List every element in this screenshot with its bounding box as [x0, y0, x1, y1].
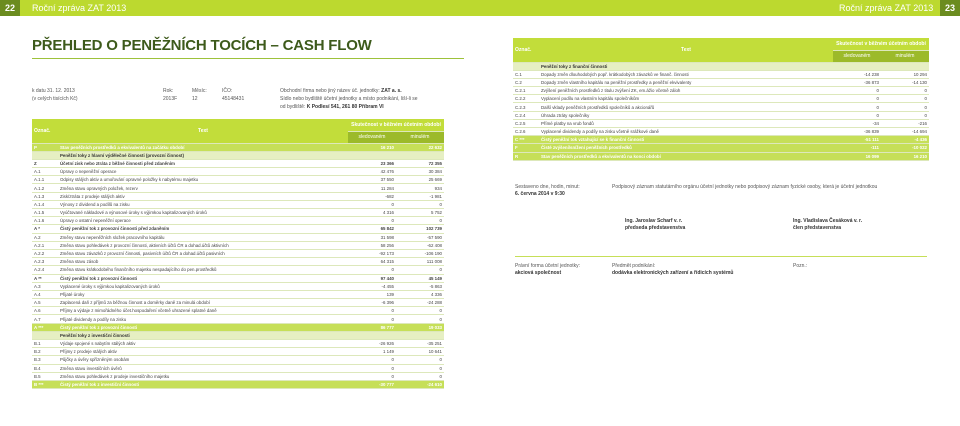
row-code: A.1.2: [32, 184, 58, 192]
row-value-current: 16 099: [833, 152, 881, 160]
row-code: A.1.6: [32, 217, 58, 225]
row-value-prev: 25 669: [396, 176, 444, 184]
row-value-prev: -35 251: [396, 340, 444, 348]
row-value-current: 0: [348, 200, 396, 208]
row-value-prev: 0: [881, 95, 929, 103]
row-value-current: 0: [348, 364, 396, 372]
table-row: [32, 225, 444, 233]
row-value-current: 0: [348, 266, 396, 274]
table-row: [32, 299, 444, 307]
row-value-prev: 102 739: [396, 225, 444, 233]
row-value-current: -92 173: [348, 249, 396, 257]
cashflow-table-left: [32, 119, 444, 389]
row-value-prev: -14 130: [881, 78, 929, 86]
legal-form-block: Právní forma účetní jednotky: akciová společnost: [515, 263, 581, 276]
table-row: [32, 290, 444, 298]
col-actual-header: Skutečnost v běžném účetním období: [833, 38, 929, 50]
row-code: C.2.3: [513, 103, 539, 111]
table-row: [32, 282, 444, 290]
row-code: [32, 331, 58, 339]
row-value-prev: 0: [396, 356, 444, 364]
row-code: A.5: [32, 299, 58, 307]
row-value-current: [833, 62, 881, 70]
row-code: R: [513, 152, 539, 160]
row-value-current: 16 210: [348, 143, 396, 151]
row-value-current: 0: [833, 111, 881, 119]
row-code: C.2.2: [513, 95, 539, 103]
row-code: A.1: [32, 168, 58, 176]
row-code: C.2.5: [513, 119, 539, 127]
table-row: [32, 241, 444, 249]
row-value-prev: 0: [396, 364, 444, 372]
row-text: Výdaje spojené s nabytím stálých aktiv: [58, 340, 348, 348]
row-text: Čistý peněžní tok z provozní činnosti před zdaněním: [58, 225, 348, 233]
period-block: k datu 31. 12. 2013 (v celých tisících Kč): [32, 88, 78, 102]
row-value-current: 11 284: [348, 184, 396, 192]
left-page-number: 22: [0, 0, 20, 16]
table-row: [32, 307, 444, 315]
row-text: Čisté zvýšení/snížení peněžních prostředků: [539, 144, 833, 152]
col-prev-header: minulém: [396, 131, 444, 143]
table-row: [32, 380, 444, 388]
row-value-prev: 0: [396, 307, 444, 315]
table-row: [513, 136, 929, 144]
row-value-current: [348, 331, 396, 339]
row-value-prev: 72 355: [396, 159, 444, 167]
row-text: Změna stavu pohledávek z prodeje investičního majetku: [58, 372, 348, 380]
row-text: Vyúčtované nákladové a výnosové úroky s výjimkou kapitalizovaných úroků: [58, 209, 348, 217]
row-text: Vyplacení podílu na vlastním kapitálu společníkům: [539, 95, 833, 103]
row-value-prev: 4 336: [396, 290, 444, 298]
col-prev-header: minulém: [881, 50, 929, 62]
row-text: Půjčky a úvěry spřízněným osobám: [58, 356, 348, 364]
table-row: [513, 62, 929, 70]
row-code: A.1.1: [32, 176, 58, 184]
row-value-prev: 0: [396, 266, 444, 274]
row-code: A.1.3: [32, 192, 58, 200]
row-value-prev: -24 610: [396, 380, 444, 388]
signature-1: Ing. Jaroslav Scharf v. r. předseda představenstva: [625, 218, 686, 231]
table-row: [32, 364, 444, 372]
row-text: Přímé platby na vrub fondů: [539, 119, 833, 127]
row-text: Změny stavu nepeněžních složek pracovního kapitálu: [58, 233, 348, 241]
row-code: A.3: [32, 282, 58, 290]
row-code: A.2: [32, 233, 58, 241]
row-value-current: -34: [833, 119, 881, 127]
row-code: C.2.6: [513, 128, 539, 136]
row-value-current: -682: [348, 192, 396, 200]
row-code: [513, 62, 539, 70]
row-code: A.2.3: [32, 258, 58, 266]
table-row: [513, 70, 929, 78]
row-value-prev: -24 288: [396, 299, 444, 307]
row-code: C.2: [513, 78, 539, 86]
row-code: C ***: [513, 136, 539, 144]
row-value-current: -14 238: [833, 70, 881, 78]
table-row: [32, 249, 444, 257]
row-text: Zisk/ztráta z prodeje stálých aktiv: [58, 192, 348, 200]
row-value-prev: -106 190: [396, 249, 444, 257]
note-label: Pozn.:: [793, 263, 808, 269]
row-code: A.2.1: [32, 241, 58, 249]
row-value-current: -26 926: [348, 340, 396, 348]
table-row: [32, 217, 444, 225]
table-row: [513, 78, 929, 86]
row-code: [32, 151, 58, 159]
row-value-prev: 0: [396, 315, 444, 323]
row-value-prev: 111 008: [396, 258, 444, 266]
row-text: Stav peněžních prostředků a ekvivalentů na konci období: [539, 152, 833, 160]
row-value-prev: -216: [881, 119, 929, 127]
table-row: [32, 209, 444, 217]
row-value-current: -36 839: [833, 128, 881, 136]
row-value-current: -36 873: [833, 78, 881, 86]
row-text: Příjmy a výdaje z mimořádného účet.hospodaření včetně uhrazené splatné daně: [58, 307, 348, 315]
row-value-current: 0: [348, 217, 396, 225]
row-code: B.3: [32, 356, 58, 364]
row-text: Stav peněžních prostředků a ekvivalentů na začátku období: [58, 143, 348, 151]
table-row: [32, 143, 444, 151]
row-code: A.6: [32, 307, 58, 315]
table-row: [32, 200, 444, 208]
col-text-header: Text: [539, 38, 833, 62]
row-value-prev: 0: [881, 111, 929, 119]
row-code: C.1: [513, 70, 539, 78]
row-value-current: -4 455: [348, 282, 396, 290]
row-code: A.1.4: [32, 200, 58, 208]
row-text: Úhrada ztráty společníky: [539, 111, 833, 119]
right-page-number: 23: [940, 0, 960, 16]
row-value-current: 64 315: [348, 258, 396, 266]
firm-block: Obchodní firma nebo jiný název úč. jednotky: ZAT a. s. Sídlo nebo bydliště účetní jednotky a místo podnikání, liší-li se od bydliště: K Podlesí 541, 261 80 Příbram VI: [280, 88, 418, 110]
row-text: Změna stavu zásob: [58, 258, 348, 266]
table-row: [32, 266, 444, 274]
row-code: A.1.5: [32, 209, 58, 217]
row-text: Odpisy stálých aktiv a umořování opravné položky k nabytému majetku: [58, 176, 348, 184]
row-text: Zaplacená daň z příjmů za běžnou činnost a doměrky daně za minulá období: [58, 299, 348, 307]
row-code: A ***: [32, 323, 58, 331]
table-row: [513, 87, 929, 95]
table-row: [32, 258, 444, 266]
table-row: [32, 323, 444, 331]
col-current-header: sledovaném: [348, 131, 396, 143]
row-code: C.2.1: [513, 87, 539, 95]
row-code: F: [513, 144, 539, 152]
row-text: Zvýšení peněžních prostředků z titulu zvýšení ZK, em.ážio včetně záloh: [539, 87, 833, 95]
row-value-prev: [881, 62, 929, 70]
row-value-current: 58 256: [348, 241, 396, 249]
row-text: Změna stavu opravných položek, rezerv: [58, 184, 348, 192]
row-text: Změna stavu pohledávek z provozní činnosti, aktivních účtů ČR a dohad.účtů aktivních: [58, 241, 348, 249]
row-value-prev: [396, 151, 444, 159]
row-code: B.4: [32, 364, 58, 372]
row-value-prev: 19 033: [396, 323, 444, 331]
row-text: Změna stavu krátkodobého finančního majetku nespadajícího do pen.prostředků: [58, 266, 348, 274]
table-row: [32, 274, 444, 282]
row-value-current: 0: [833, 95, 881, 103]
date-block: Sestaveno dne, hodin, minut: 6. června 2014 v 9:30: [515, 184, 580, 197]
row-value-prev: 0: [396, 372, 444, 380]
row-code: A.7: [32, 315, 58, 323]
signature-2: Ing. Vladislava Česáková v. r. člen představenstva: [793, 218, 863, 231]
row-value-current: 37 550: [348, 176, 396, 184]
row-text: Další vklady peněžních prostředků společníků a akcionářů: [539, 103, 833, 111]
row-value-prev: 0: [396, 217, 444, 225]
row-value-prev: 5 752: [396, 209, 444, 217]
row-value-current: 65 842: [348, 225, 396, 233]
row-value-prev: 22 632: [396, 143, 444, 151]
table-row: [513, 103, 929, 111]
row-value-prev: 10 641: [396, 348, 444, 356]
row-value-current: 31 598: [348, 233, 396, 241]
row-text: Změna stavu investičních úvěrů: [58, 364, 348, 372]
row-value-prev: [396, 331, 444, 339]
col-current-header: sledovaném: [833, 50, 881, 62]
row-value-prev: 934: [396, 184, 444, 192]
row-value-current: 86 777: [348, 323, 396, 331]
row-value-prev: 0: [881, 87, 929, 95]
table-row: [513, 144, 929, 152]
row-value-current: 0: [348, 356, 396, 364]
row-value-prev: 30 384: [396, 168, 444, 176]
row-value-current: 4 316: [348, 209, 396, 217]
table-row: [32, 159, 444, 167]
row-value-current: -51 111: [833, 136, 881, 144]
table-row: [513, 128, 929, 136]
row-code: P: [32, 143, 58, 151]
row-value-prev: 10 294: [881, 70, 929, 78]
row-value-current: 42 476: [348, 168, 396, 176]
table-row: [32, 192, 444, 200]
row-text: Peněžní toky z investiční činnosti: [58, 331, 348, 339]
table-row: [32, 168, 444, 176]
table-row: [513, 119, 929, 127]
table-row: [32, 331, 444, 339]
row-value-current: -30 777: [348, 380, 396, 388]
row-text: Účetní zisk nebo ztráta z běžné činnosti před zdaněním: [58, 159, 348, 167]
sign-label: Podpisový záznam statutárního orgánu účetní jednotky nebo podpisový záznam fyzické osoby, která je účetní jednotkou: [612, 184, 878, 190]
table-row: [32, 356, 444, 364]
row-value-prev: -62 408: [396, 241, 444, 249]
row-value-prev: -10 022: [881, 144, 929, 152]
row-code: A *: [32, 225, 58, 233]
cashflow-table-right: [513, 38, 929, 161]
row-value-prev: -14 694: [881, 128, 929, 136]
row-value-current: 139: [348, 290, 396, 298]
table-row: [32, 372, 444, 380]
row-value-current: -6 396: [348, 299, 396, 307]
row-value-prev: -1 981: [396, 192, 444, 200]
table-row: [32, 176, 444, 184]
left-header-title: Roční zpráva ZAT 2013: [32, 3, 127, 13]
row-text: Čistý peněžní tok vztahující se k finanční činnosti: [539, 136, 833, 144]
ico-block: IČO: 45148431: [222, 88, 245, 102]
row-value-current: 0: [833, 87, 881, 95]
row-code: B.2: [32, 348, 58, 356]
row-value-prev: 0: [396, 200, 444, 208]
table-row: [32, 315, 444, 323]
row-code: B.1: [32, 340, 58, 348]
table-row: [513, 152, 929, 160]
row-text: Peněžní toky z hlavní výdělečné činnosti (provozní činnost): [58, 151, 348, 159]
row-text: Vyplacené dividendy a podíly na zisku včetně srážkové daně: [539, 128, 833, 136]
row-value-current: -111: [833, 144, 881, 152]
table-row: [32, 184, 444, 192]
row-text: Dopady změn dlouhodobých popř. krátkodobých závazků ve finanč. činnosti: [539, 70, 833, 78]
row-value-current: 0: [348, 372, 396, 380]
row-code: B ***: [32, 380, 58, 388]
row-text: Vyplacené úroky s výjimkou kapitalizovaných úroků: [58, 282, 348, 290]
row-value-prev: -4 436: [881, 136, 929, 144]
year-block: Rok: 2013F: [163, 88, 178, 102]
row-text: Přijaté úroky: [58, 290, 348, 298]
col-text-header: Text: [58, 119, 348, 143]
row-value-prev: 16 210: [881, 152, 929, 160]
title-rule: [32, 58, 464, 59]
row-code: C.2.4: [513, 111, 539, 119]
business-block: Předmět podnikání: dodávka elektronických zařízení a řídicích systémů: [612, 263, 734, 276]
row-code: A.2.4: [32, 266, 58, 274]
row-value-current: 23 366: [348, 159, 396, 167]
row-code: A **: [32, 274, 58, 282]
row-code: A.2.2: [32, 249, 58, 257]
col-actual-header: Skutečnost v běžném účetním období: [348, 119, 444, 131]
row-text: Čistý peněžní tok z investiční činnosti: [58, 380, 348, 388]
row-text: Dopady změn vlastního kapitálu na peněžní prostředky a peněžní ekvivalenty: [539, 78, 833, 86]
row-value-current: 0: [348, 315, 396, 323]
row-text: Čistý peněžní tok z provozní činnosti: [58, 323, 348, 331]
row-value-current: 1 149: [348, 348, 396, 356]
table-row: [513, 111, 929, 119]
table-row: [513, 95, 929, 103]
col-code-header: Označ.: [513, 38, 539, 62]
month-block: Měsíc: 12: [192, 88, 207, 102]
row-text: Přijaté dividendy a podíly na zisku: [58, 315, 348, 323]
row-text: Úpravy o nepeněžní operace: [58, 168, 348, 176]
table-row: [32, 340, 444, 348]
row-text: Úpravy o ostatní nepeněžní operace: [58, 217, 348, 225]
right-header-title: Roční zpráva ZAT 2013: [839, 3, 934, 13]
page-title: PŘEHLED O PENĚŽNÍCH TOCÍCH – CASH FLOW: [32, 37, 372, 54]
divider: [515, 256, 927, 257]
row-value-current: 97 440: [348, 274, 396, 282]
row-text: Peněžní toky z finanční činnosti: [539, 62, 833, 70]
row-value-current: [348, 151, 396, 159]
table-row: [32, 151, 444, 159]
row-value-prev: -57 590: [396, 233, 444, 241]
row-code: A.4: [32, 290, 58, 298]
row-value-current: 0: [348, 307, 396, 315]
row-value-prev: 45 149: [396, 274, 444, 282]
row-code: B.5: [32, 372, 58, 380]
row-code: Z: [32, 159, 58, 167]
row-text: Čistý peněžní tok z provozní činnosti: [58, 274, 348, 282]
table-row: [32, 348, 444, 356]
row-text: Výnosy z dividend a podílů na zisku: [58, 200, 348, 208]
row-value-current: 0: [833, 103, 881, 111]
row-value-prev: 0: [881, 103, 929, 111]
row-text: Příjmy z prodeje stálých aktiv: [58, 348, 348, 356]
col-code-header: Označ.: [32, 119, 58, 143]
row-value-prev: -5 863: [396, 282, 444, 290]
table-row: [32, 233, 444, 241]
row-text: Změna stavu závazků z provozní činnosti, pasivních účtů ČR a dohad.účtů pasivních: [58, 249, 348, 257]
